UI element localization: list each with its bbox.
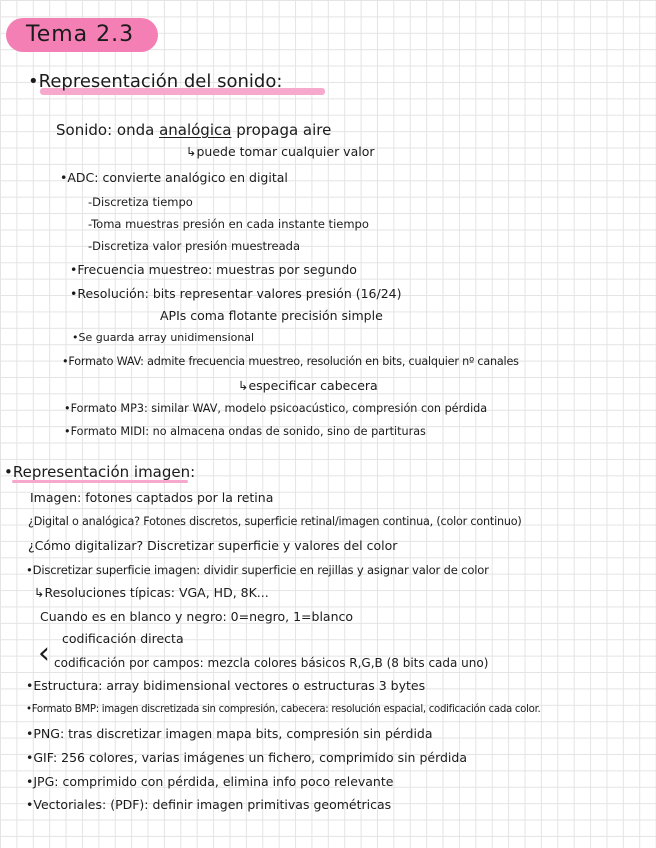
imagen-line-2: ¿Digital o analógica? Fotones discretos, superficie retinal/imagen continua, (color continuo) [28,515,522,528]
apis-line: APIs coma flotante precisión simple [160,308,383,323]
sonido-line [56,122,331,138]
brace-icon: ‹ [38,636,50,671]
imagen-line-9: •Estructura: array bidimensional vectores o estructuras 3 bytes [26,678,426,693]
mp3-line: •Formato MP3: similar WAV, modelo psicoacústico, compresión con pérdida [64,402,488,415]
wav-line: •Formato WAV: admite frecuencia muestreo, resolución en bits, cualquier nº canales [62,355,519,368]
imagen-line-10: •Formato BMP: imagen discretizada sin compresión, cabecera: resolución espacial, codificación cada color. [26,704,541,715]
sonido-suffix: propaga aire [231,121,332,139]
imagen-line-5: ↳Resoluciones típicas: VGA, HD, 8K... [34,585,269,600]
resolucion-line: •Resolución: bits representar valores presión (16/24) [70,286,402,301]
imagen-line-3: ¿Cómo digitalizar? Discretizar superficie y valores del color [28,538,398,553]
wav-sub: ↳especificar cabecera [238,378,378,393]
midi-line: •Formato MIDI: no almacena ondas de sonido, sino de partituras [64,425,426,438]
adc-line: •ADC: convierte analógico en digital [60,170,288,185]
adc-item-2: -Toma muestras presión en cada instante tiempo [88,217,369,231]
page-title: Tema 2.3 [26,22,135,47]
imagen-line-1: Imagen: fotones captados por la retina [30,490,274,505]
imagen-line-12: •GIF: 256 colores, varias imágenes un fichero, comprimido sin pérdida [26,750,467,765]
imagen-line-7: codificación directa [62,631,184,646]
frecuencia-line: •Frecuencia muestreo: muestras por segundo [70,262,357,277]
sonido-heading: •Representación del sonido: [28,71,283,92]
imagen-heading: •Representación imagen: [4,463,196,481]
imagen-line-14: •Vectoriales: (PDF): definir imagen primitivas geométricas [26,797,392,812]
sonido-analogica: analógica [159,121,232,139]
imagen-line-13: •JPG: comprimido con pérdida, elimina info poco relevante [26,774,394,789]
sonido-prefix: Sonido: onda [56,121,160,139]
adc-item-3: -Discretiza valor presión muestreada [88,239,301,253]
imagen-line-6: Cuando es en blanco y negro: 0=negro, 1=blanco [40,609,354,624]
sonido-sub: ↳puede tomar cualquier valor [186,144,375,159]
imagen-line-4: •Discretizar superficie imagen: dividir superficie en rejillas y asignar valor de color [26,563,489,577]
adc-item-1: -Discretiza tiempo [88,195,193,209]
imagen-line-11: •PNG: tras discretizar imagen mapa bits, compresión sin pérdida [26,726,433,741]
imagen-line-8: codificación por campos: mezcla colores básicos R,G,B (8 bits cada uno) [54,656,489,670]
array-line: •Se guarda array unidimensional [72,331,255,344]
